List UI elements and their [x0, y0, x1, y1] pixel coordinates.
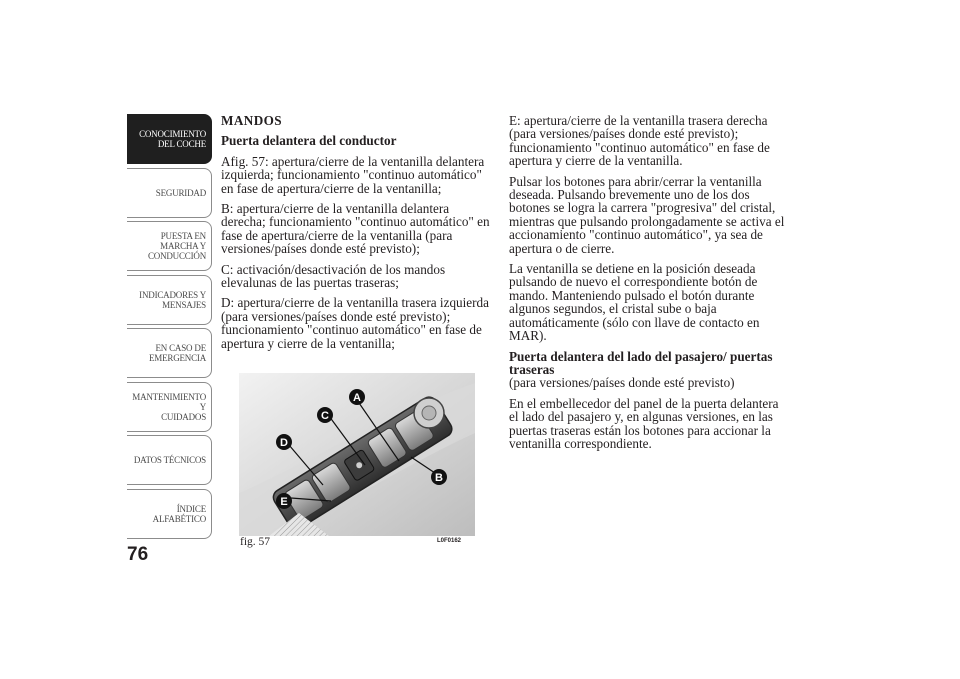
callout-a	[349, 389, 365, 405]
svg-text:C: C	[321, 410, 329, 422]
svg-text:E: E	[280, 496, 288, 508]
svg-text:B: B	[435, 472, 443, 484]
window-controls-figure	[239, 373, 475, 548]
paragraph-stop: La ventanilla se detiene en la posición deseada pulsando de nuevo el correspondiente botón de mando. Manteniendo pulsado el botón durante algunos segundos, el cristal sube o baja automáticamente (sólo con llave de contacto en MAR).	[509, 261, 760, 344]
paragraph-e: E: apertura/cierre de la ventanilla trasera derecha (para versiones/países donde esté previsto); funcionamiento "continuo automático" en fase de apertura y cierre de la ventanilla.	[509, 113, 770, 169]
paragraph-b: B: apertura/cierre de la ventanilla delantera derecha; funcionamiento "continuo automático" en fase de apertura/cierre de la ventanilla (para versiones/países donde esté previsto);	[221, 201, 490, 257]
tab-indice-alfabetico[interactable]: ÍNDICE ALFABÉTICO	[127, 489, 212, 539]
paragraph-a: Afig. 57: apertura/cierre de la ventanilla delantera izquierda; funcionamiento "continuo automático" en fase de apertura/cierre de la ventanilla;	[221, 153, 485, 196]
right-column	[509, 114, 785, 457]
tab-seguridad[interactable]: SEGURIDAD	[127, 168, 212, 218]
section-heading: MANDOS	[221, 113, 283, 128]
figure-caption: fig. 57	[240, 536, 271, 548]
versions-note: (para versiones/países donde esté previsto)	[509, 375, 735, 391]
subheading-driver-door: Puerta delantera del conductor	[221, 133, 397, 149]
subheading-passenger-door: Puerta delantera del lado del pasajero/ puertas traseras	[509, 348, 773, 377]
callout-e	[276, 493, 292, 509]
figure-code: L0F0162	[437, 538, 462, 544]
tab-puesta-en-marcha[interactable]: PUESTA EN MARCHA Y CONDUCCIÓN	[127, 221, 212, 271]
svg-text:D: D	[280, 437, 288, 449]
svg-text:A: A	[353, 392, 361, 404]
callout-b	[431, 469, 447, 485]
callout-d	[276, 434, 292, 450]
paragraph-passenger: En el embellecedor del panel de la puerta delantera el lado del pasajero y, en algunas versiones, en las puertas traseras están los botones para accionar la ventanilla correspondiente.	[509, 395, 779, 451]
paragraph-operation: Pulsar los botones para abrir/cerrar la ventanilla deseada. Pulsando brevemente uno de los dos botones se logra la carrera "progresiva" del cristal, mientras que pulsando prolongadamente se activa el accionamiento "continuo automático", ya sea de apertura o de cierre.	[509, 173, 785, 256]
tab-en-caso-de-emergencia[interactable]: EN CASO DE EMERGENCIA	[127, 328, 212, 378]
tab-datos-tecnicos[interactable]: DATOS TÉCNICOS	[127, 435, 212, 485]
callout-c	[317, 407, 333, 423]
page-number: 76	[127, 544, 149, 565]
paragraph-d: D: apertura/cierre de la ventanilla trasera izquierda (para versiones/países donde esté previsto); funcionamiento "continuo automático" en fase de apertura y cierre de la ventanilla;	[221, 295, 489, 351]
tab-mantenimiento[interactable]: MANTENIMIENTO Y CUIDADOS	[127, 382, 212, 432]
tab-conocimiento-del-coche[interactable]: CONOCIMIENTO DEL COCHE	[127, 114, 212, 164]
window-switch-illustration	[239, 373, 475, 536]
chapter-tabs	[127, 114, 212, 542]
tab-indicadores-y-mensajes[interactable]: INDICADORES Y MENSAJES	[127, 275, 212, 325]
paragraph-c: C: activación/desactivación de los mandos elevalunas de las puertas traseras;	[221, 261, 446, 291]
left-column	[221, 114, 497, 357]
